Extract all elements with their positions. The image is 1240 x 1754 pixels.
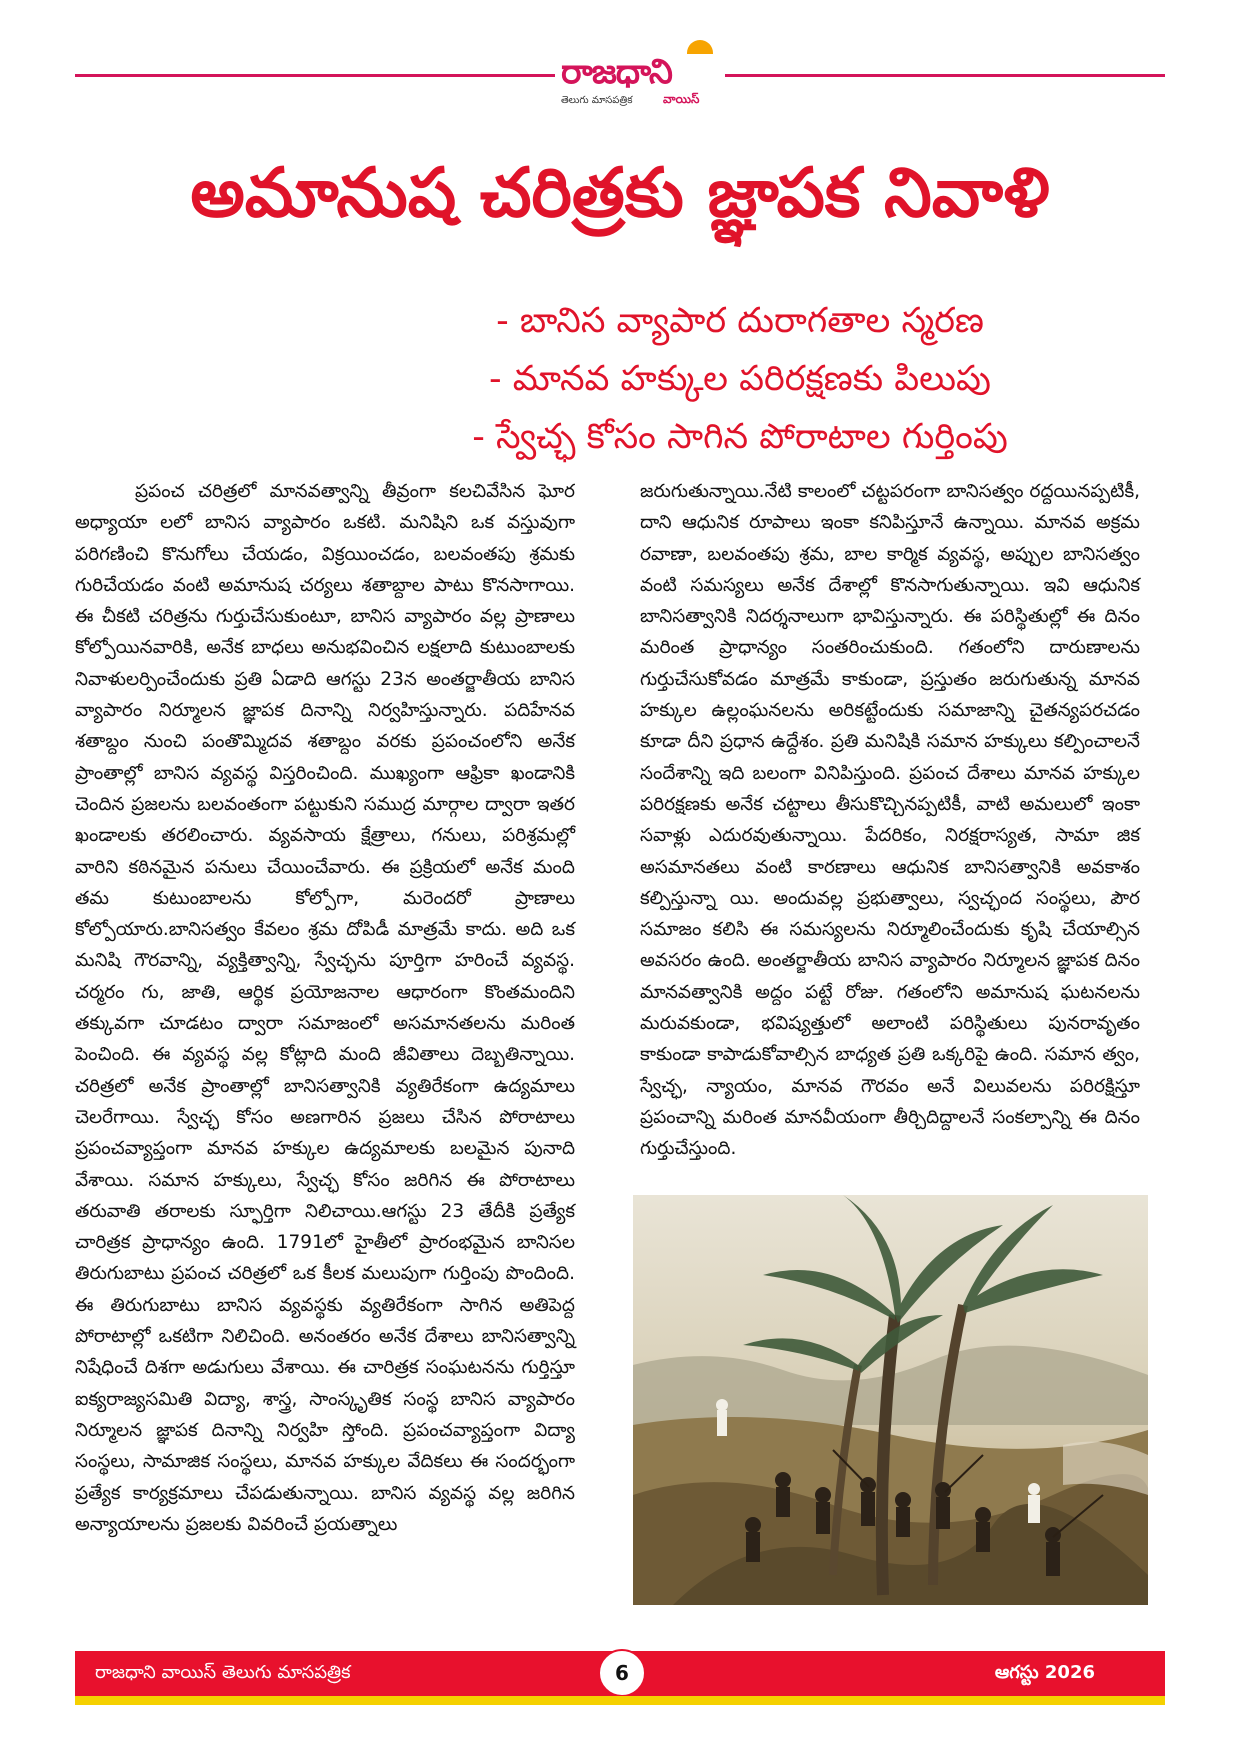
subheadline: - బానిస వ్యాపార దురాగతాల స్మరణ	[496, 301, 984, 341]
subheadlines	[300, 292, 1180, 466]
article-text-left: ప్రపంచ చరిత్రలో మానవత్వాన్ని తీవ్రంగా కలచివేసిన ఘోర అధ్యాయా లలో బానిస వ్యాపారం ఒకటి. మనిషిని ఒక వస్తువుగా పరిగణించి కొనుగోలు చేయడం, విక్రయించడం, బలవంతపు శ్రమకు గురిచేయడం వంటి అమానుష చర్యలు శతాబ్దాల పాటు కొనసాగాయి. ఈ చీకటి చరిత్రను గుర్తుచేసుకుంటూ, బానిస వ్యాపారం వల్ల ప్రాణాలు కోల్పోయినవారికి, అనేక బాధలు అనుభవించిన లక్షలాది కుటుంబాలకు నివాళులర్పించేందుకు ప్రతి ఏడాది ఆగస్టు 23న అంతర్జాతీయ బానిస వ్యాపారం నిర్మూలన జ్ఞాపక దినాన్ని నిర్వహిస్తున్నారు. పదిహేనవ శతాబ్దం నుంచి పంతొమ్మిదవ శతాబ్దం వరకు ప్రపంచంలోని అనేక ప్రాంతాల్లో బానిస వ్యవస్థ విస్తరించింది. ముఖ్యంగా ఆఫ్రికా ఖండానికి చెందిన ప్రజలను బలవంతంగా పట్టుకుని సముద్ర మార్గాల ద్వారా ఇతర ఖండాలకు తరలించారు. వ్యవసాయ క్షేత్రాలు, గనులు, పరిశ్రమల్లో వారిని కఠినమైన పనులు చేయించేవారు. ఈ ప్రక్రియలో అనేక మంది తమ కుటుంబాలను కోల్పోగా, మరెందరో ప్రాణాలు కోల్పోయారు.బానిసత్వం కేవలం శ్రమ దోపిడీ మాత్రమే కాదు. అది ఒక మనిషి గౌరవాన్ని, వ్యక్తిత్వాన్ని, స్వేచ్ఛను పూర్తిగా హరించే వ్యవస్థ. చర్మరం గు, జాతి, ఆర్థిక ప్రయోజనాల ఆధారంగా కొంతమందిని తక్కువగా చూడటం ద్వారా సమాజంలో అసమానతలను మరింత పెంచింది. ఈ వ్యవస్థ వల్ల కోట్లాది మంది జీవితాలు దెబ్బతిన్నాయి. చరిత్రలో అనేక ప్రాంతాల్లో బానిసత్వానికి వ్యతిరేకంగా ఉద్యమాలు చెలరేగాయి. స్వేచ్ఛ కోసం అణగారిన ప్రజలు చేసిన పోరాటాలు ప్రపంచవ్యాప్తంగా మానవ హక్కుల ఉద్యమాలకు బలమైన పునాది వేశాయి. సమాన హక్కులు, స్వేచ్ఛ కోసం జరిగిన ఈ పోరాటాలు తరువాతి తరాలకు స్ఫూర్తిగా నిలిచాయి.ఆగస్టు 23 తేదీకి ప్రత్యేక చారిత్రక ప్రాధాన్యం ఉంది. 1791లో హైతీలో ప్రారంభమైన బానిసల తిరుగుబాటు ప్రపంచ చరిత్రలో ఒక కీలక మలుపుగా గుర్తింపు పొందింది. ఈ తిరుగుబాటు బానిస వ్యవస్థకు వ్యతిరేకంగా సాగిన అతిపెద్ద పోరాటాల్లో ఒకటిగా నిలిచింది. అనంతరం అనేక దేశాలు బానిసత్వాన్ని నిషేధించే దిశగా అడుగులు వేశాయి. ఈ చారిత్రక సంఘటనను గుర్తిస్తూ ఐక్యరాజ్యసమితి విద్యా, శాస్త్ర, సాంస్కృతిక సంస్థ బానిస వ్యాపారం నిర్మూలన జ్ఞాపక దినాన్ని నిర్వహి స్తోంది. ప్రపంచవ్యాప్తంగా విద్యా సంస్థలు, సామాజిక సంస్థలు, మానవ హక్కుల వేదికలు ఈ సందర్భంగా ప్రత్యేక కార్యక్రమాలు చేపడుతున్నాయి. బానిస వ్యవస్థ వల్ల జరిగిన అన్యాయాలను ప్రజలకు వివరించే ప్రయత్నాలు	[75, 481, 575, 1535]
footer-issue-date: ఆగస్టు 2026	[994, 1662, 1095, 1683]
footer-publication: రాజధాని వాయిస్ తెలుగు మాసపత్రిక	[95, 1662, 351, 1683]
logo-text: రాజధాని	[561, 52, 672, 92]
subheadline: - స్వేచ్ఛ కోసం సాగిన పోరాటాల గుర్తింపు	[472, 417, 1008, 457]
article-headline: అమానుష చరిత్రకు జ్ఞాపక నివాళి	[190, 154, 1050, 233]
logo-tagline: తెలుగు మాసపత్రిక	[561, 95, 633, 106]
page-number: 6	[598, 1649, 646, 1697]
sun-icon	[687, 40, 713, 54]
article-column-right	[640, 476, 1140, 1165]
article-column-left	[75, 476, 575, 1540]
publication-logo	[555, 38, 725, 110]
historical-illustration	[633, 1195, 1148, 1605]
footer-strip	[75, 1696, 1165, 1705]
logo-voice: వాయిస్	[663, 92, 700, 106]
subheadline: - మానవ హక్కుల పరిరక్షణకు పిలుపు	[489, 359, 991, 399]
revolt-painting-image	[633, 1195, 1148, 1605]
article-text-right: జరుగుతున్నాయి.నేటి కాలంలో చట్టపరంగా బానిసత్వం రద్దయినప్పటికీ, దాని ఆధునిక రూపాలు ఇంకా కనిపిస్తూనే ఉన్నాయి. మానవ అక్రమ రవాణా, బలవంతపు శ్రమ, బాల కార్మిక వ్యవస్థ, అప్పుల బానిసత్వం వంటి సమస్యలు అనేక దేశాల్లో కొనసాగుతున్నాయి. ఇవి ఆధునిక బానిసత్వానికి నిదర్శనాలుగా భావిస్తున్నారు. ఈ పరిస్థితుల్లో ఈ దినం మరింత ప్రాధాన్యం సంతరించుకుంది. గతంలోని దారుణాలను గుర్తుచేసుకోవడం మాత్రమే కాకుండా, ప్రస్తుతం జరుగుతున్న మానవ హక్కుల ఉల్లంఘనలను అరికట్టేందుకు సమాజాన్ని చైతన్యపరచడం కూడా దీని ప్రధాన ఉద్దేశం. ప్రతి మనిషికి సమాన హక్కులు కల్పించాలనే సందేశాన్ని ఇది బలంగా వినిపిస్తుంది. ప్రపంచ దేశాలు మానవ హక్కుల పరిరక్షణకు అనేక చట్టాలు తీసుకొచ్చినప్పటికీ, వాటి అమలులో ఇంకా సవాళ్లు ఎదురవుతున్నాయి. పేదరికం, నిరక్షరాస్యత, సామా జిక అసమానతలు వంటి కారణాలు ఆధునిక బానిసత్వానికి అవకాశం కల్పిస్తున్నా యి. అందువల్ల ప్రభుత్వాలు, స్వచ్ఛంద సంస్థలు, పౌర సమాజం కలిసి ఈ సమస్యలను నిర్మూలించేందుకు కృషి చేయాల్సిన అవసరం ఉంది. అంతర్జాతీయ బానిస వ్యాపారం నిర్మూలన జ్ఞాపక దినం మానవత్వానికి అద్దం పట్టే రోజు. గతంలోని అమానుష ఘటనలను మరువకుండా, భవిష్యత్తులో అలాంటి పరిస్థితులు పునరావృతం కాకుండా కాపాడుకోవాల్సిన బాధ్యత ప్రతి ఒక్కరిపై ఉంది. సమాన త్వం, స్వేచ్ఛ, న్యాయం, మానవ గౌరవం అనే విలువలను పరిరక్షిస్తూ ప్రపంచాన్ని మరింత మానవీయంగా తీర్చిదిద్దాలనే సంకల్పాన్ని ఈ దినం గుర్తుచేస్తుంది.	[640, 481, 1140, 1160]
